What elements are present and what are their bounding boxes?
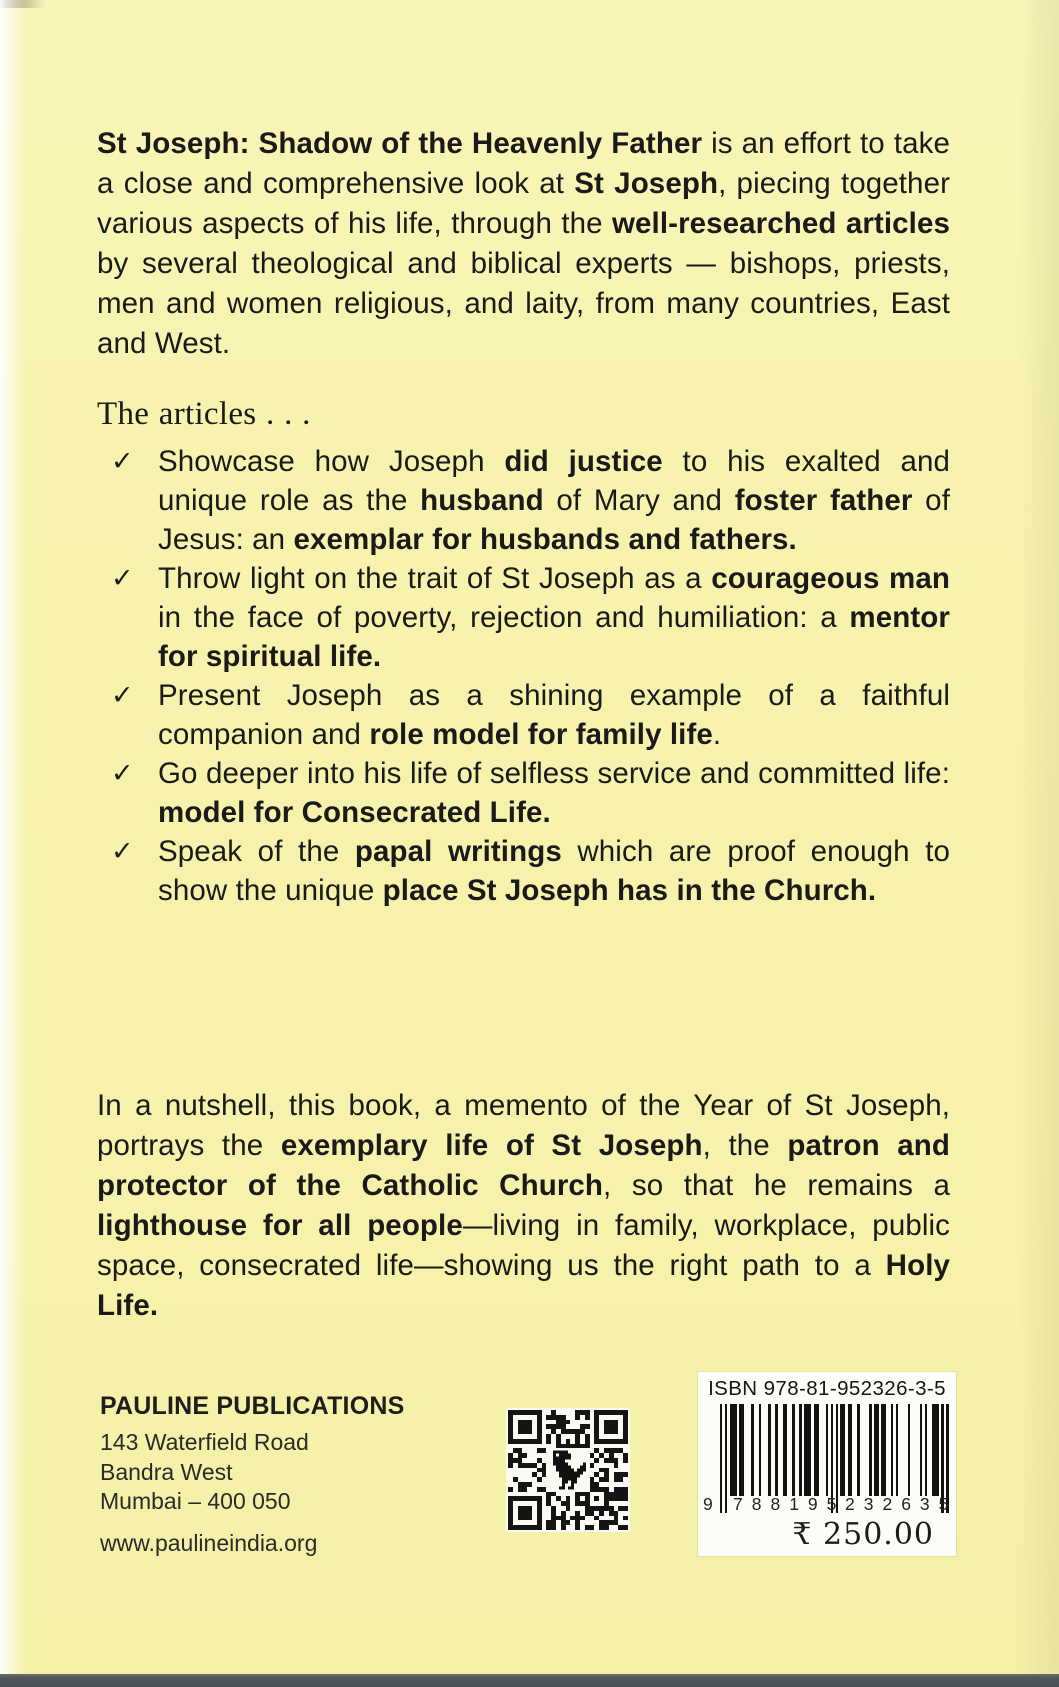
- check-icon: ✓: [111, 836, 134, 867]
- text-segment: Go deeper into his life of selfless service and committed life:: [158, 757, 950, 790]
- text-segment: exemplar for husbands and fathers.: [293, 523, 797, 556]
- page-right-edge: [1019, 0, 1059, 1687]
- text-segment: Present Joseph as a shining example of a faithful companion and: [158, 679, 950, 751]
- text-segment: , the: [702, 1128, 788, 1162]
- text-segment: in the face of poverty, rejection and humiliation: a: [158, 601, 850, 634]
- conclusion-paragraph: [97, 1086, 950, 1326]
- publisher-block: [100, 1392, 430, 1557]
- bullet-text: [158, 442, 950, 559]
- text-segment: , so that he remains a: [603, 1168, 950, 1202]
- text-segment: Speak of the: [158, 835, 355, 868]
- barcode-digit-group1: 788195: [733, 1494, 846, 1514]
- text-segment: husband: [420, 484, 544, 517]
- article-bullet-item: [97, 442, 950, 559]
- text-segment: by several theological and biblical experts — bishops, priests, men and women religious, and laity, from many countries, East and West.: [97, 246, 950, 360]
- text-segment: is an effort to take a close and comprehensive look at: [97, 126, 950, 200]
- text-segment: —living in family, workplace, public space, consecrated life—showing us the right path to a: [97, 1208, 950, 1282]
- text-segment: of Mary and: [543, 484, 735, 517]
- text-segment: mentor for spiritual life.: [158, 601, 950, 673]
- text-segment: exemplary life of St Joseph: [280, 1128, 703, 1162]
- text-segment: lighthouse for all people: [97, 1208, 463, 1242]
- text-segment: courageous man: [711, 562, 950, 595]
- barcode-digit-first: 9: [703, 1494, 713, 1514]
- text-segment: In a nutshell, this book, a memento of the Year of St Joseph, portrays the: [97, 1088, 950, 1162]
- articles-heading: The articles . . .: [97, 396, 311, 432]
- check-icon: ✓: [111, 680, 134, 711]
- isbn-label: ISBN 978-81-952326-3-5: [708, 1377, 946, 1400]
- text-segment: papal writings: [354, 835, 562, 868]
- article-bullet-item: [97, 754, 950, 832]
- bullet-text: [158, 754, 950, 832]
- publisher-address-line: 143 Waterfield Road: [100, 1429, 309, 1455]
- publisher-address: [100, 1428, 430, 1517]
- bullet-text: [158, 676, 950, 754]
- text-segment: to his exalted and unique role as the: [158, 445, 950, 517]
- page-left-edge: [0, 0, 26, 1687]
- dino-logo-icon: [550, 1451, 586, 1490]
- text-segment: .: [712, 718, 722, 751]
- text-segment: St Joseph: Shadow of the Heavenly Father: [97, 126, 703, 160]
- barcode-bars-area: [703, 1404, 958, 1516]
- text-segment: , piecing together various aspects of his life, through the: [97, 166, 950, 240]
- article-bullet-item: [97, 559, 950, 676]
- text-segment: Holy Life.: [97, 1248, 950, 1322]
- qr-grid: [508, 1410, 628, 1530]
- barcode: [698, 1372, 956, 1556]
- bullet-text: [158, 832, 950, 910]
- text-segment: foster father: [734, 484, 913, 517]
- text-segment: Showcase how Joseph: [158, 445, 505, 478]
- barcode-digit-group2: 232635: [845, 1494, 958, 1514]
- check-icon: ✓: [111, 446, 134, 477]
- publisher-name: PAULINE PUBLICATIONS: [100, 1392, 405, 1420]
- intro-paragraph: [97, 124, 950, 364]
- publisher-address-line: Mumbai – 400 050: [100, 1488, 291, 1514]
- text-segment: which are proof enough to show the unique: [158, 835, 950, 907]
- publisher-website: www.paulineindia.org: [100, 1529, 318, 1556]
- article-bullet-item: [97, 676, 950, 754]
- price-label: ₹ 250.00: [792, 1517, 934, 1552]
- text-segment: Throw light on the trait of St Joseph as a: [158, 562, 712, 595]
- text-segment: did justice: [504, 445, 663, 478]
- dino-pixel: [583, 1487, 586, 1490]
- text-segment: place St Joseph has in the Church.: [382, 874, 877, 907]
- text-segment: well-researched articles: [612, 206, 950, 240]
- publisher-address-line: Bandra West: [100, 1458, 233, 1485]
- qr-code: [506, 1408, 630, 1532]
- check-icon: ✓: [111, 563, 134, 594]
- text-segment: of Jesus: an: [158, 484, 950, 556]
- text-segment: patron and protector of the Catholic Church: [97, 1128, 951, 1202]
- articles-section: [97, 394, 950, 910]
- articles-list: [97, 442, 950, 910]
- text-segment: role model for family life: [369, 718, 713, 751]
- article-bullet-item: [97, 832, 950, 910]
- qr-module: [623, 1525, 628, 1530]
- check-icon: ✓: [111, 758, 134, 789]
- text-segment: St Joseph: [574, 166, 719, 200]
- text-segment: model for Consecrated Life.: [158, 796, 551, 829]
- bottom-edge: [0, 1674, 1059, 1687]
- bullet-text: [158, 559, 950, 676]
